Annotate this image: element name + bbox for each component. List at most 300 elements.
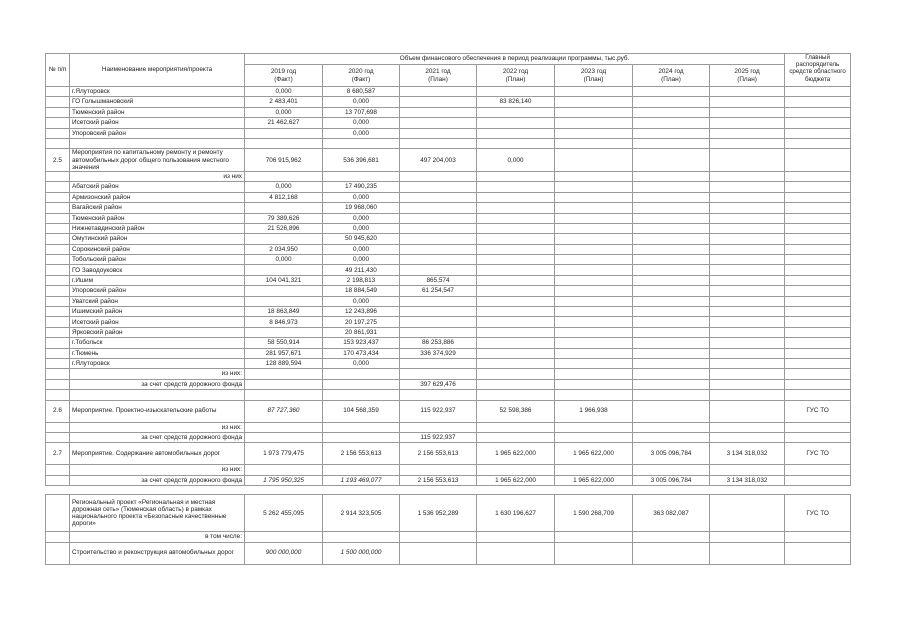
value-cell: 83 826,140 bbox=[477, 97, 555, 107]
row-number bbox=[46, 128, 70, 138]
value-cell bbox=[633, 542, 710, 564]
row-number bbox=[46, 255, 70, 265]
value-cell bbox=[633, 275, 710, 285]
value-cell bbox=[710, 149, 785, 172]
value-cell bbox=[710, 532, 785, 542]
row-number bbox=[46, 234, 70, 244]
value-cell bbox=[555, 97, 633, 107]
value-cell bbox=[323, 390, 400, 400]
row-name: Мероприятие. Содержание автомобильных дорог bbox=[70, 443, 245, 465]
table-row bbox=[46, 542, 851, 564]
row-number bbox=[46, 275, 70, 285]
distributor-cell bbox=[785, 286, 851, 296]
value-cell: 363 082,087 bbox=[633, 495, 710, 532]
row-number bbox=[46, 338, 70, 348]
value-cell bbox=[477, 138, 555, 148]
value-cell: 18 863,849 bbox=[245, 307, 323, 317]
value-cell bbox=[555, 358, 633, 368]
row-number bbox=[46, 138, 70, 148]
distributor-cell: ГУС ТО bbox=[785, 443, 851, 465]
header-year-kind: (План) bbox=[583, 75, 604, 83]
header-year-label: 2019 год bbox=[270, 68, 297, 76]
row-number bbox=[46, 97, 70, 107]
value-cell bbox=[245, 296, 323, 306]
header-year-label: 2023 год bbox=[580, 68, 607, 76]
value-cell bbox=[477, 244, 555, 254]
table-row bbox=[46, 149, 851, 172]
value-cell bbox=[633, 358, 710, 368]
value-cell bbox=[400, 422, 477, 432]
row-name: г.Ишим bbox=[70, 275, 245, 285]
value-cell bbox=[477, 317, 555, 327]
value-cell bbox=[710, 107, 785, 117]
distributor-cell bbox=[785, 275, 851, 285]
value-cell bbox=[633, 213, 710, 223]
value-cell bbox=[555, 432, 633, 442]
value-cell bbox=[633, 182, 710, 192]
row-name bbox=[70, 138, 245, 148]
value-cell bbox=[555, 213, 633, 223]
distributor-cell bbox=[785, 97, 851, 107]
value-cell bbox=[400, 138, 477, 148]
row-number bbox=[46, 213, 70, 223]
value-cell: 2 914 323,505 bbox=[323, 495, 400, 532]
value-cell bbox=[710, 192, 785, 202]
value-cell bbox=[633, 400, 710, 422]
value-cell: 58 550,914 bbox=[245, 338, 323, 348]
value-cell bbox=[477, 369, 555, 379]
value-cell bbox=[710, 317, 785, 327]
value-cell: 1 965 622,000 bbox=[555, 443, 633, 465]
value-cell bbox=[555, 244, 633, 254]
row-number bbox=[46, 422, 70, 432]
value-cell: 52 598,386 bbox=[477, 400, 555, 422]
value-cell: 0,000 bbox=[245, 107, 323, 117]
row-name: Исетский район bbox=[70, 317, 245, 327]
value-cell bbox=[555, 338, 633, 348]
table-row bbox=[46, 432, 851, 442]
value-cell: 1 536 952,289 bbox=[400, 495, 477, 532]
table-row bbox=[46, 358, 851, 368]
value-cell: 104 041,321 bbox=[245, 275, 323, 285]
value-cell bbox=[710, 275, 785, 285]
header-year-label: 2024 год bbox=[658, 68, 684, 76]
value-cell: 0,000 bbox=[245, 255, 323, 265]
table-row bbox=[46, 486, 851, 495]
financing-table bbox=[45, 53, 851, 565]
value-cell bbox=[555, 171, 633, 181]
value-cell bbox=[400, 182, 477, 192]
value-cell bbox=[245, 369, 323, 379]
value-cell: 0,000 bbox=[323, 244, 400, 254]
value-cell bbox=[400, 97, 477, 107]
value-cell bbox=[633, 465, 710, 475]
value-cell bbox=[245, 286, 323, 296]
table-row bbox=[46, 128, 851, 138]
row-name: Тюменский район bbox=[70, 213, 245, 223]
table-row bbox=[46, 107, 851, 117]
value-cell bbox=[555, 307, 633, 317]
distributor-cell bbox=[785, 369, 851, 379]
distributor-cell bbox=[785, 307, 851, 317]
row-number bbox=[46, 369, 70, 379]
distributor-cell bbox=[785, 171, 851, 181]
value-cell: 8 680,587 bbox=[323, 87, 400, 97]
header-year-4 bbox=[555, 65, 633, 87]
distributor-cell bbox=[785, 149, 851, 172]
header-year-kind: (Факт) bbox=[351, 75, 371, 83]
value-cell: 0,000 bbox=[323, 97, 400, 107]
table-row bbox=[46, 87, 851, 97]
row-name: Армизонский район bbox=[70, 192, 245, 202]
row-name bbox=[70, 390, 245, 400]
row-name: ГО Голышмановский bbox=[70, 97, 245, 107]
value-cell bbox=[400, 296, 477, 306]
distributor-cell bbox=[785, 422, 851, 432]
value-cell: 497 204,003 bbox=[400, 149, 477, 172]
value-cell bbox=[633, 107, 710, 117]
value-cell bbox=[710, 265, 785, 275]
value-cell bbox=[400, 203, 477, 213]
value-cell bbox=[555, 192, 633, 202]
distributor-cell bbox=[785, 255, 851, 265]
table-row bbox=[46, 532, 851, 542]
value-cell bbox=[633, 234, 710, 244]
value-cell bbox=[555, 107, 633, 117]
value-cell bbox=[555, 87, 633, 97]
table-row bbox=[46, 255, 851, 265]
value-cell bbox=[477, 379, 555, 389]
value-cell bbox=[245, 203, 323, 213]
distributor-cell bbox=[785, 203, 851, 213]
value-cell bbox=[555, 348, 633, 358]
row-name: Исетский район bbox=[70, 118, 245, 128]
value-cell: 153 923,437 bbox=[323, 338, 400, 348]
row-number bbox=[46, 203, 70, 213]
row-name: Сорокинский район bbox=[70, 244, 245, 254]
value-cell bbox=[400, 358, 477, 368]
value-cell bbox=[400, 118, 477, 128]
header-year-kind: (План) bbox=[505, 75, 526, 83]
value-cell bbox=[555, 265, 633, 275]
value-cell: 0,000 bbox=[245, 182, 323, 192]
value-cell bbox=[633, 87, 710, 97]
value-cell bbox=[710, 495, 785, 532]
value-cell bbox=[555, 317, 633, 327]
value-cell bbox=[477, 192, 555, 202]
header-distributor: Главный распорядитель средств областного бюджета bbox=[785, 54, 851, 87]
value-cell bbox=[710, 358, 785, 368]
row-name: Упоровский район bbox=[70, 128, 245, 138]
value-cell bbox=[555, 203, 633, 213]
value-cell bbox=[477, 358, 555, 368]
value-cell: 12 243,896 bbox=[323, 307, 400, 317]
row-number: 2.7 bbox=[46, 443, 70, 465]
row-number bbox=[46, 286, 70, 296]
value-cell bbox=[710, 138, 785, 148]
distributor-cell bbox=[785, 182, 851, 192]
row-number bbox=[46, 118, 70, 128]
value-cell bbox=[633, 149, 710, 172]
value-cell bbox=[477, 296, 555, 306]
value-cell bbox=[633, 532, 710, 542]
value-cell bbox=[477, 128, 555, 138]
row-name: ГО Заводоуковск bbox=[70, 265, 245, 275]
value-cell bbox=[477, 223, 555, 233]
value-cell bbox=[400, 369, 477, 379]
header-year-0 bbox=[245, 65, 323, 87]
value-cell bbox=[633, 244, 710, 254]
header-year-label: 2020 год bbox=[348, 68, 374, 76]
value-cell: 536 396,681 bbox=[323, 149, 400, 172]
distributor-cell bbox=[785, 390, 851, 400]
value-cell bbox=[710, 542, 785, 564]
value-cell bbox=[400, 390, 477, 400]
value-cell bbox=[245, 171, 323, 181]
row-number bbox=[46, 379, 70, 389]
value-cell: 115 922,937 bbox=[400, 432, 477, 442]
value-cell: 281 957,671 bbox=[245, 348, 323, 358]
value-cell: 397 629,476 bbox=[400, 379, 477, 389]
value-cell bbox=[710, 327, 785, 337]
value-cell: 8 846,973 bbox=[245, 317, 323, 327]
header-name: Наименование мероприятия/проекта bbox=[70, 54, 245, 87]
value-cell bbox=[633, 171, 710, 181]
value-cell bbox=[710, 182, 785, 192]
value-cell bbox=[477, 265, 555, 275]
distributor-cell bbox=[785, 244, 851, 254]
value-cell bbox=[710, 255, 785, 265]
value-cell bbox=[555, 138, 633, 148]
row-name: за счет средств дорожного фонда bbox=[70, 475, 245, 485]
table-row bbox=[46, 465, 851, 475]
distributor-cell: ГУС ТО bbox=[785, 495, 851, 532]
value-cell: 2 156 553,613 bbox=[400, 443, 477, 465]
distributor-cell bbox=[785, 317, 851, 327]
value-cell: 79 389,626 bbox=[245, 213, 323, 223]
header-year-kind: (План) bbox=[737, 75, 757, 83]
value-cell bbox=[400, 223, 477, 233]
value-cell bbox=[710, 97, 785, 107]
distributor-cell bbox=[785, 327, 851, 337]
value-cell bbox=[400, 234, 477, 244]
row-number bbox=[46, 107, 70, 117]
table-row bbox=[46, 495, 851, 532]
value-cell: 2 198,813 bbox=[323, 275, 400, 285]
value-cell: 19 968,060 bbox=[323, 203, 400, 213]
value-cell bbox=[633, 317, 710, 327]
value-cell bbox=[633, 265, 710, 275]
value-cell bbox=[710, 307, 785, 317]
value-cell: 2 483,401 bbox=[245, 97, 323, 107]
value-cell bbox=[400, 244, 477, 254]
value-cell bbox=[477, 182, 555, 192]
value-cell bbox=[323, 532, 400, 542]
value-cell bbox=[555, 532, 633, 542]
value-cell bbox=[555, 128, 633, 138]
value-cell bbox=[633, 203, 710, 213]
table-row bbox=[46, 338, 851, 348]
value-cell: 0,000 bbox=[323, 255, 400, 265]
value-cell: 1 965 622,000 bbox=[477, 475, 555, 485]
value-cell: 3 134 318,032 bbox=[710, 443, 785, 465]
value-cell bbox=[633, 128, 710, 138]
table-row bbox=[46, 296, 851, 306]
table-row bbox=[46, 475, 851, 485]
row-name: Тобольский район bbox=[70, 255, 245, 265]
header-year-label: 2021 год bbox=[425, 68, 451, 76]
value-cell bbox=[710, 338, 785, 348]
value-cell bbox=[633, 192, 710, 202]
value-cell bbox=[710, 87, 785, 97]
table-row bbox=[46, 348, 851, 358]
table-row bbox=[46, 307, 851, 317]
value-cell bbox=[245, 532, 323, 542]
value-cell: 865,574 bbox=[400, 275, 477, 285]
table-row bbox=[46, 422, 851, 432]
value-cell bbox=[477, 348, 555, 358]
distributor-cell bbox=[785, 542, 851, 564]
row-number bbox=[46, 432, 70, 442]
value-cell bbox=[477, 542, 555, 564]
value-cell: 21 462,627 bbox=[245, 118, 323, 128]
table-row bbox=[46, 275, 851, 285]
row-number bbox=[46, 171, 70, 181]
table-row bbox=[46, 379, 851, 389]
value-cell bbox=[633, 338, 710, 348]
value-cell: 49 211,430 bbox=[323, 265, 400, 275]
value-cell bbox=[710, 400, 785, 422]
row-number bbox=[46, 244, 70, 254]
value-cell bbox=[555, 234, 633, 244]
row-name: за счет средств дорожного фонда bbox=[70, 379, 245, 389]
value-cell bbox=[323, 171, 400, 181]
value-cell: 336 374,929 bbox=[400, 348, 477, 358]
value-cell bbox=[323, 432, 400, 442]
value-cell bbox=[477, 203, 555, 213]
distributor-cell bbox=[785, 107, 851, 117]
header-year-3 bbox=[477, 65, 555, 87]
value-cell bbox=[710, 244, 785, 254]
value-cell bbox=[633, 327, 710, 337]
value-cell bbox=[245, 379, 323, 389]
value-cell bbox=[477, 87, 555, 97]
distributor-cell bbox=[785, 532, 851, 542]
value-cell: 0,000 bbox=[477, 149, 555, 172]
value-cell bbox=[633, 118, 710, 128]
row-number bbox=[46, 495, 70, 532]
value-cell bbox=[555, 369, 633, 379]
value-cell bbox=[400, 307, 477, 317]
value-cell: 1 630 196,627 bbox=[477, 495, 555, 532]
row-number bbox=[46, 87, 70, 97]
value-cell: 1 590 268,709 bbox=[555, 495, 633, 532]
value-cell: 1 965 622,000 bbox=[477, 443, 555, 465]
value-cell: 18 884,549 bbox=[323, 286, 400, 296]
row-number bbox=[46, 465, 70, 475]
header-year-kind: (Факт) bbox=[274, 75, 293, 83]
distributor-cell bbox=[785, 223, 851, 233]
value-cell bbox=[710, 234, 785, 244]
row-number: 2.5 bbox=[46, 149, 70, 172]
value-cell bbox=[245, 432, 323, 442]
value-cell bbox=[710, 390, 785, 400]
header-year-kind: (План) bbox=[661, 75, 681, 83]
row-name: из них: bbox=[70, 422, 245, 432]
distributor-cell bbox=[785, 118, 851, 128]
distributor-cell bbox=[785, 465, 851, 475]
header-num: № п/п bbox=[46, 54, 70, 87]
value-cell bbox=[400, 465, 477, 475]
value-cell: 13 707,698 bbox=[323, 107, 400, 117]
distributor-cell bbox=[785, 432, 851, 442]
value-cell bbox=[633, 286, 710, 296]
header-year-6 bbox=[710, 65, 785, 87]
value-cell bbox=[633, 422, 710, 432]
distributor-cell bbox=[785, 192, 851, 202]
row-name: из них: bbox=[70, 465, 245, 475]
value-cell bbox=[400, 107, 477, 117]
table-row bbox=[46, 138, 851, 148]
distributor-cell bbox=[785, 265, 851, 275]
value-cell bbox=[555, 182, 633, 192]
spacer-cell bbox=[46, 486, 851, 495]
value-cell: 4 812,168 bbox=[245, 192, 323, 202]
value-cell: 17 490,235 bbox=[323, 182, 400, 192]
header-year-2 bbox=[400, 65, 477, 87]
value-cell: 1 965 622,000 bbox=[555, 475, 633, 485]
value-cell bbox=[400, 532, 477, 542]
header-funding-group: Объем финансового обеспечения в период реализации программы, тыс.руб. bbox=[245, 54, 785, 65]
value-cell: 1 966,938 bbox=[555, 400, 633, 422]
value-cell bbox=[633, 296, 710, 306]
table-row bbox=[46, 234, 851, 244]
value-cell bbox=[477, 234, 555, 244]
row-number bbox=[46, 223, 70, 233]
value-cell: 3 005 096,784 bbox=[633, 443, 710, 465]
value-cell bbox=[555, 296, 633, 306]
value-cell bbox=[477, 275, 555, 285]
row-number bbox=[46, 296, 70, 306]
header-year-1 bbox=[323, 65, 400, 87]
value-cell bbox=[323, 465, 400, 475]
value-cell bbox=[555, 542, 633, 564]
value-cell bbox=[710, 118, 785, 128]
value-cell: 0,000 bbox=[323, 118, 400, 128]
value-cell: 706 915,962 bbox=[245, 149, 323, 172]
value-cell bbox=[555, 275, 633, 285]
row-number bbox=[46, 265, 70, 275]
row-name: Уватский район bbox=[70, 296, 245, 306]
value-cell bbox=[710, 379, 785, 389]
value-cell: 1 193 469,077 bbox=[323, 475, 400, 485]
table-row bbox=[46, 443, 851, 465]
row-name: Тюменский район bbox=[70, 107, 245, 117]
value-cell bbox=[477, 107, 555, 117]
distributor-cell bbox=[785, 128, 851, 138]
value-cell: 0,000 bbox=[323, 128, 400, 138]
row-number bbox=[46, 542, 70, 564]
value-cell bbox=[633, 223, 710, 233]
value-cell: 20 861,931 bbox=[323, 327, 400, 337]
value-cell bbox=[633, 379, 710, 389]
table-row bbox=[46, 317, 851, 327]
row-number bbox=[46, 532, 70, 542]
distributor-cell bbox=[785, 338, 851, 348]
table-row bbox=[46, 97, 851, 107]
value-cell bbox=[245, 138, 323, 148]
row-name: Ярковский район bbox=[70, 327, 245, 337]
